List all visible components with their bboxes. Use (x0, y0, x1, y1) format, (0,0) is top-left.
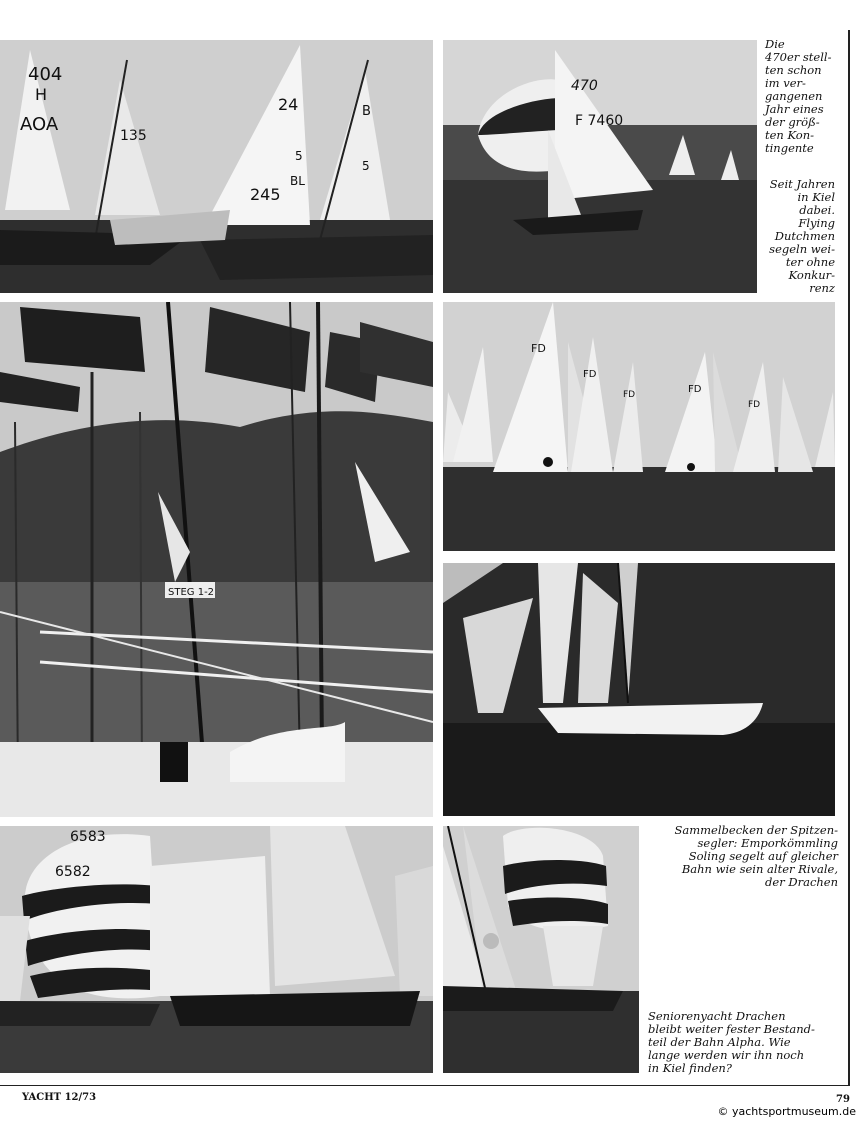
sail-number-135: 135 (120, 128, 147, 144)
footer-rule (0, 1085, 850, 1086)
photo-dinghy-race-start (0, 40, 433, 293)
sail-class-fd: FD (623, 390, 636, 400)
sail-class-fd: FD (688, 384, 702, 395)
caption-line: tingente (765, 141, 814, 155)
sail-number-404: 404 (28, 64, 63, 85)
caption-line: Dutchmen (774, 229, 835, 243)
sail-number-245: 245 (250, 185, 281, 204)
sail-class-fd: FD (531, 342, 546, 355)
photo-drachen-yacht (443, 826, 639, 1073)
caption-line: Seniorenyacht Drachen (648, 1009, 786, 1023)
caption-line: Die (765, 37, 785, 51)
caption-line: Sammelbecken der Spitzen- (674, 823, 838, 837)
caption-line: segeln wei- (769, 242, 835, 256)
caption-flying-dutchmen (757, 178, 835, 295)
caption-line: 470er stell- (765, 50, 832, 64)
caption-line: renz (809, 281, 835, 295)
sail-number-aoa: AOA (20, 114, 59, 135)
footer-magazine-issue: YACHT 12/73 (22, 1092, 97, 1103)
caption-line: Jahr eines (765, 102, 824, 116)
dock-sign-steg: STEG 1-2 (168, 587, 215, 598)
caption-line: lange werden wir ihn noch (648, 1048, 805, 1062)
caption-line: teil der Bahn Alpha. Wie (648, 1035, 791, 1049)
sail-letter-b: B (362, 104, 371, 119)
caption-line: der größ- (765, 115, 820, 129)
sail-number-6582: 6582 (55, 864, 91, 880)
caption-line: Bahn wie sein alter Rivale, (681, 862, 838, 876)
sail-number-24: 24 (278, 95, 299, 114)
caption-line: der Drachen (765, 875, 838, 889)
sail-number-5b: 5 (362, 159, 370, 173)
footer-page-number: 79 (836, 1094, 850, 1105)
caption-470er (765, 38, 857, 155)
photo-harbour-flags (0, 302, 433, 817)
caption-line: Seit Jahren (769, 177, 835, 191)
caption-line: gangenen (765, 89, 823, 103)
caption-soling-drachen (620, 824, 838, 889)
caption-line: im ver- (765, 76, 806, 90)
sail-letters-bl: BL (290, 174, 305, 188)
sail-letter-h: H (35, 85, 48, 104)
sail-number-6583: 6583 (70, 829, 106, 845)
caption-line: in Kiel (797, 190, 835, 204)
caption-line: ten schon (765, 63, 822, 77)
sail-number-5: 5 (295, 149, 303, 163)
watermark-yachtsportmuseum: © yachtsportmuseum.de (717, 1105, 856, 1118)
caption-line: Konkur- (788, 268, 835, 282)
photo-470-dinghy (443, 40, 757, 293)
caption-line: Soling segelt auf gleicher (688, 849, 838, 863)
page-edge-rule (848, 30, 850, 1085)
sail-number-f7460: F 7460 (575, 113, 624, 129)
sail-class-470: 470 (571, 78, 598, 94)
caption-line: in Kiel finden? (648, 1061, 732, 1075)
photo-soling-sailing (443, 563, 835, 816)
photo-yachts-spinnakers (0, 826, 433, 1073)
caption-line: bleibt weiter fester Bestand- (648, 1022, 815, 1036)
sail-class-fd: FD (583, 369, 597, 380)
photo-flying-dutchman-fleet (443, 302, 835, 551)
caption-line: ter ohne (785, 255, 835, 269)
caption-seniorenyacht (648, 1010, 848, 1075)
caption-line: Flying (798, 216, 835, 230)
caption-line: dabei. (799, 203, 835, 217)
caption-line: ten Kon- (765, 128, 814, 142)
sail-class-fd: FD (748, 400, 761, 410)
caption-line: segler: Emporkömmling (697, 836, 838, 850)
